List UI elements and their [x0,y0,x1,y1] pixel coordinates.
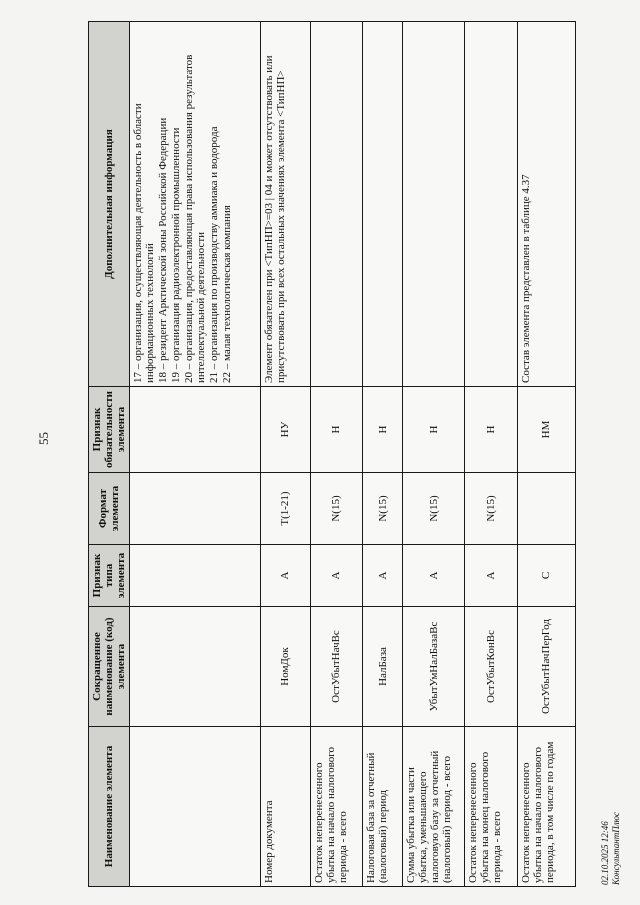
cell-type: А [403,545,465,607]
cell-code [130,607,261,727]
header-type: Признак типа элемента [89,545,130,607]
table-row [403,22,465,887]
cell-mandatory: Н [465,387,517,473]
cell-type: С [517,545,575,607]
cell-mandatory: НМ [517,387,575,473]
info-line: 22 – малая технологическая компания [221,205,233,383]
cell-format: N(15) [310,473,362,545]
cell-name: Остаток неперенесенного убытка на начало налогового периода, в том числе по годам [517,727,575,887]
table-row [260,22,310,887]
cell-info [260,22,310,387]
elements-table [88,21,576,887]
cell-code: НомДок [260,607,310,727]
footer-timestamp: 02.10.2025 12:46 [600,821,610,885]
header-name: Наименование элемента [89,727,130,887]
cell-format: T(1-21) [260,473,310,545]
cell-format: N(15) [363,473,403,545]
cell-code: ОстУбытНачВс [310,607,362,727]
table-row [363,22,403,887]
cell-name: Сумма убытка или части убытка, уменьшающего налоговую базу за отчетный (налоговый) период - всего [403,727,465,887]
table-row [130,22,261,887]
table-header-row [89,22,130,887]
table-body [130,22,576,887]
footer-source: КонсультантПлюс [611,812,621,885]
cell-info [465,22,517,387]
cell-mandatory: Н [403,387,465,473]
cell-info [310,22,362,387]
cell-name: Налоговая база за отчетный (налоговый) период [363,727,403,887]
cell-mandatory: Н [363,387,403,473]
cell-format [517,473,575,545]
cell-code: НалБаза [363,607,403,727]
cell-format: N(15) [465,473,517,545]
cell-code: ОстУбытКонВс [465,607,517,727]
header-code: Сокращенное наименование (код) элемента [89,607,130,727]
cell-name: Остаток неперенесенного убытка на начало налогового периода - всего [310,727,362,887]
table-row [517,22,575,887]
table-row [310,22,362,887]
cell-type: А [310,545,362,607]
cell-format: N(15) [403,473,465,545]
cell-code: УбытУмНалБазаВс [403,607,465,727]
rotated-table-container [88,22,576,887]
page-number: 55 [36,432,51,445]
info-line: 18 – резидент Арктической зоны Российской Федерации [157,117,169,383]
cell-info [363,22,403,387]
header-format: Формат элемента [89,473,130,545]
cell-info [517,22,575,387]
table-row [465,22,517,887]
cell-type: А [260,545,310,607]
cell-mandatory: Н [310,387,362,473]
header-info: Дополнительная информация [89,22,130,387]
cell-name [130,727,261,887]
info-line: 21 – организация по производству аммиака и водорода [208,126,220,383]
cell-format [130,473,261,545]
info-line: 17 – организация, осуществляющая деятельность в области информационных технологий [132,103,156,383]
cell-name: Номер документа [260,727,310,887]
header-mandatory: Признак обязательности элемента [89,387,130,473]
cell-type [130,545,261,607]
cell-info [403,22,465,387]
info-line: 19 – организация радиоэлектронной промышленности [170,127,182,383]
footer [600,812,622,885]
cell-code: ОстУбытНачПерГод [517,607,575,727]
cell-mandatory [130,387,261,473]
cell-type: А [363,545,403,607]
info-line: Состав элемента представлен в таблице 4.37 [519,174,532,383]
cell-info [130,22,261,387]
info-line: 20 – организация, предоставляющая права использования результатов интеллектуальной деятельности [183,54,207,383]
cell-type: А [465,545,517,607]
cell-mandatory: НУ [260,387,310,473]
cell-name: Остаток неперенесенного убытка на конец налогового периода - всего [465,727,517,887]
info-line: Элемент обязателен при <ТипНП>=03 | 04 и может отсутствовать или присутствовать при всех остальных значениях элемента <ТипНП> [262,55,287,383]
